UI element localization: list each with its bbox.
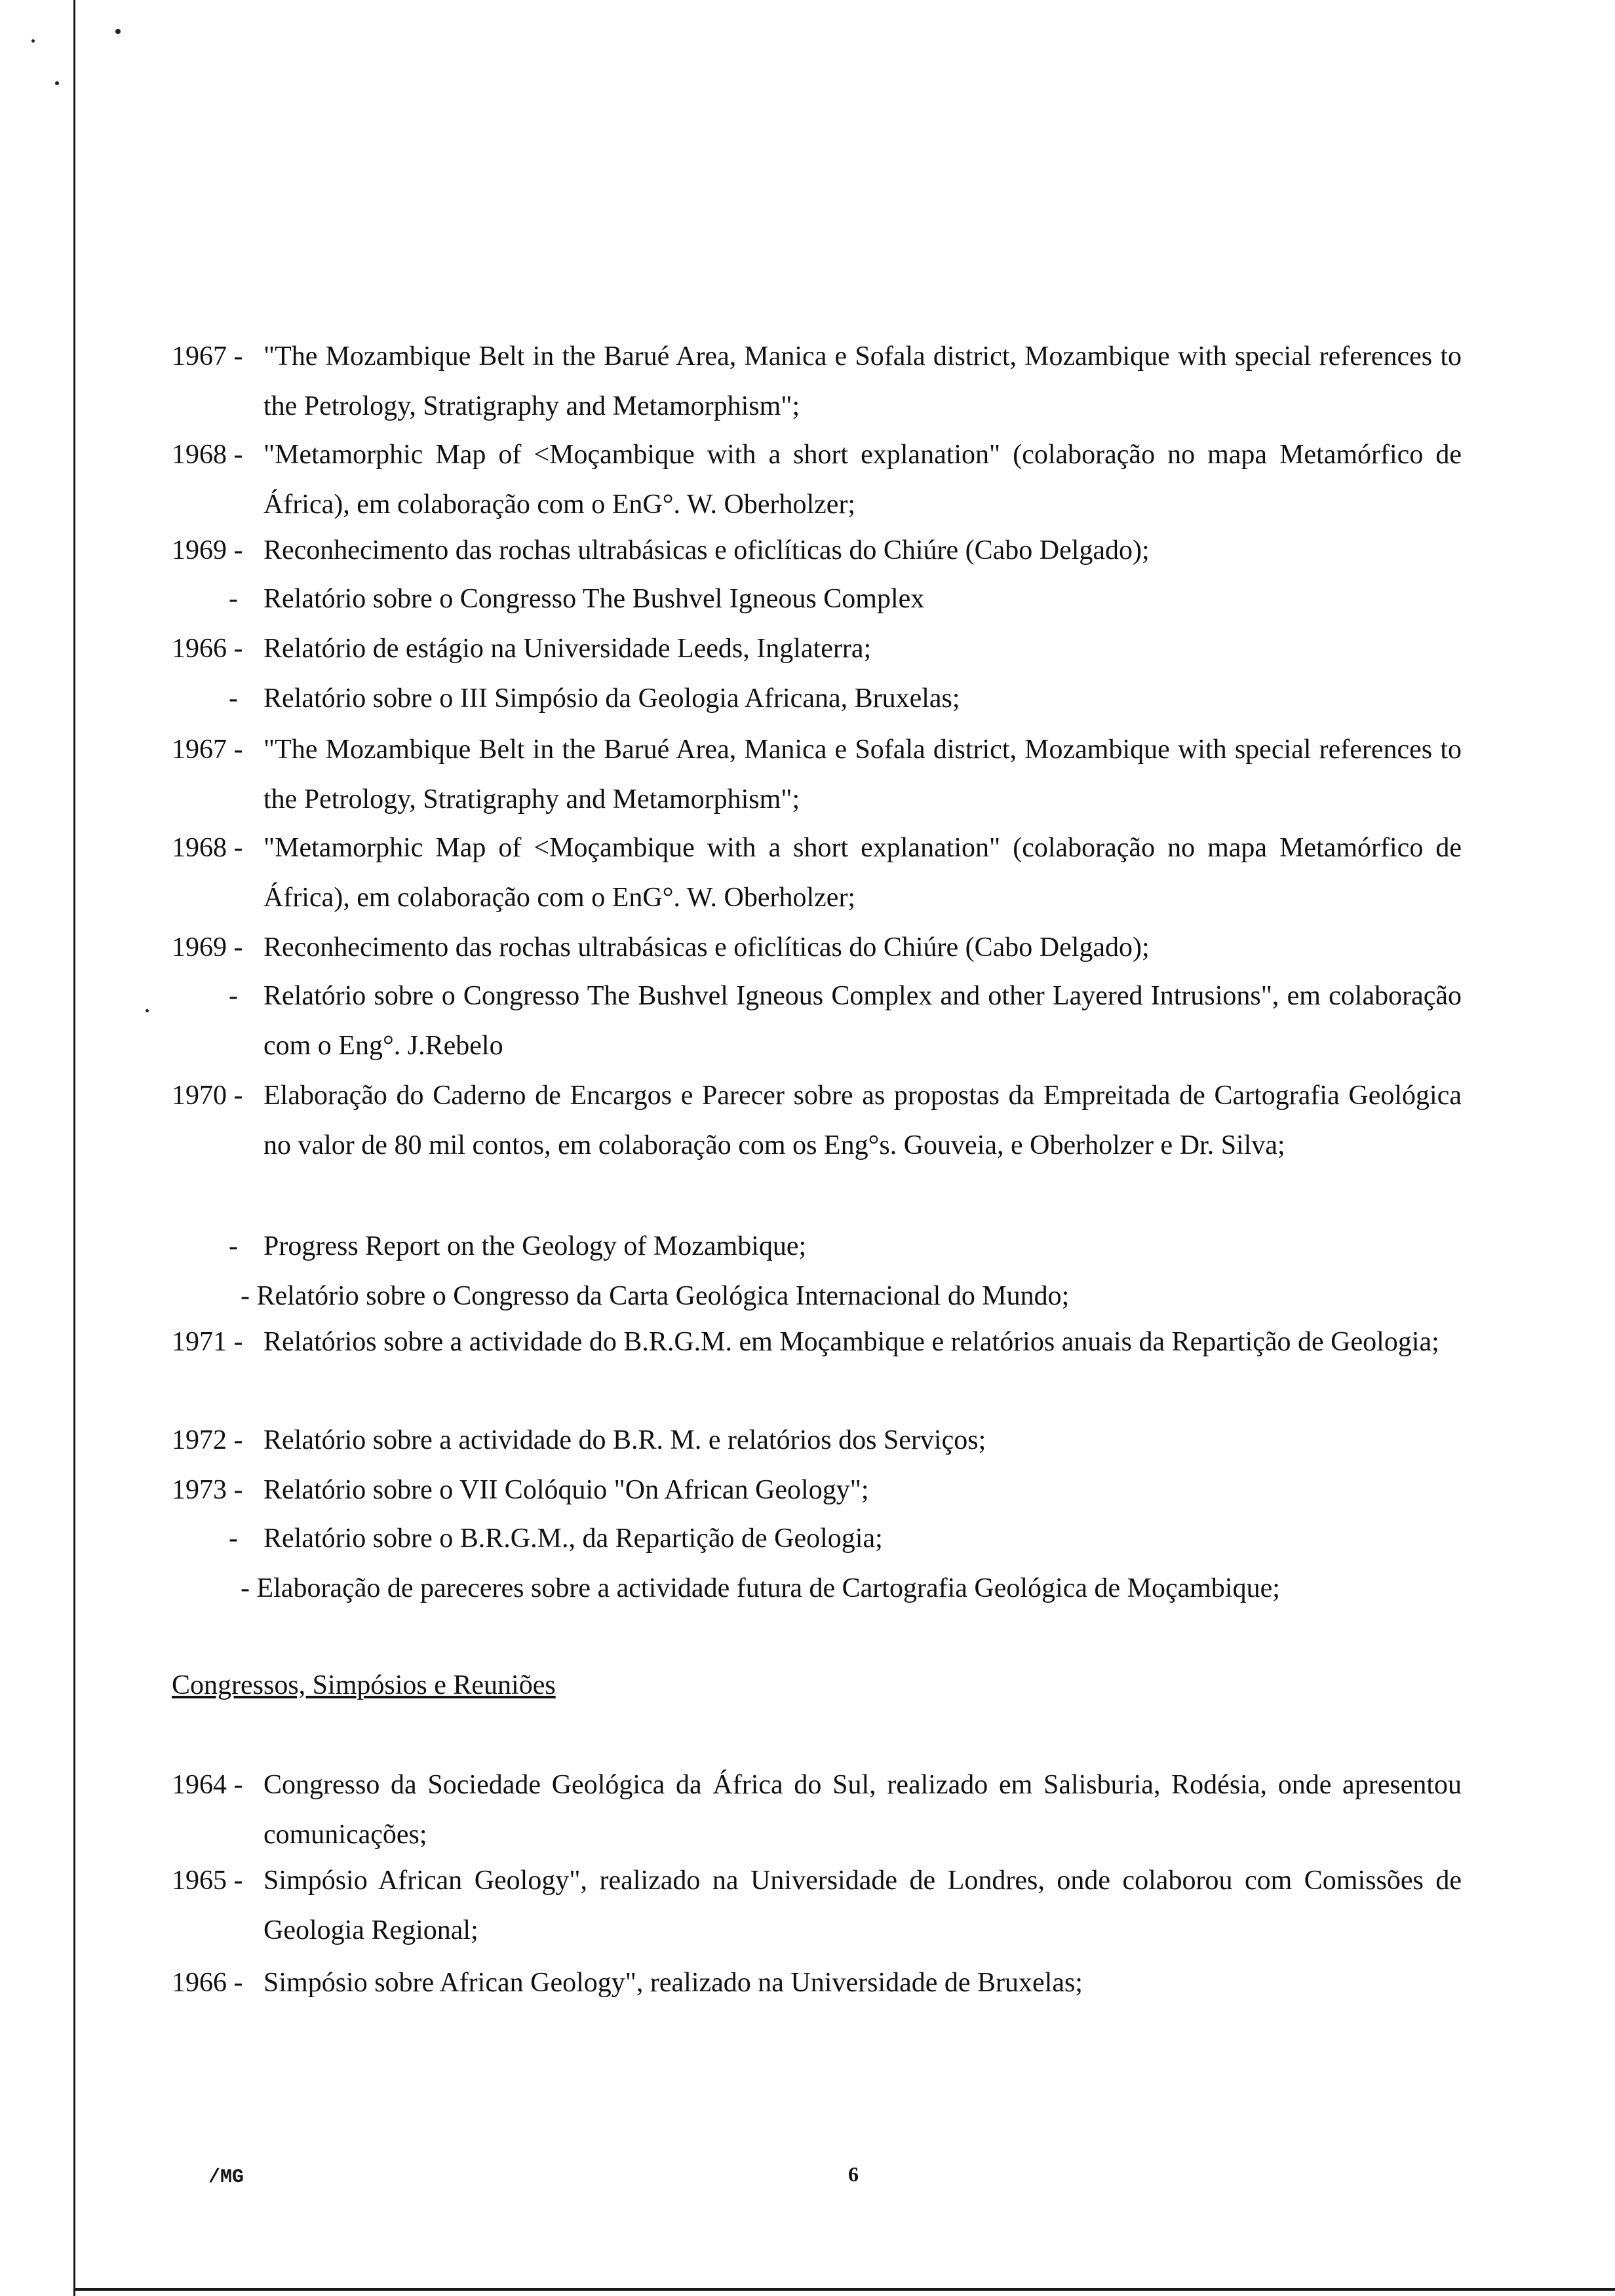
scan-speck [55, 81, 59, 85]
entry-year: 1967 - [172, 735, 243, 765]
report-entry [172, 1465, 1462, 1515]
entry-year: 1964 - [172, 1770, 243, 1800]
entry-text: Relatório sobre o Congresso The Bushvel Igneous Complex and other Layered Intrusions", em colaboração com o Eng°. J.Rebelo [263, 981, 1462, 1061]
entry-text: Congresso da Sociedade Geológica da África do Sul, realizado em Salisburia, Rodésia, onde apresentou comunicações; [263, 1770, 1462, 1850]
entry-text: "The Mozambique Belt in the Barué Area, Manica e Sofala district, Mozambique with special references to the Petrology, Stratigraphy and Metamorphism"; [263, 341, 1462, 421]
entry-year: 1965 - [172, 1866, 243, 1896]
report-entry [172, 332, 1462, 431]
entry-text: Simpósio African Geology", realizado na Universidade de Londres, onde colaborou com Comissões de Geologia Regional; [263, 1866, 1462, 1945]
entry-text: Relatório sobre o III Simpósio da Geologia Africana, Bruxelas; [263, 683, 960, 714]
entry-dash: - [229, 981, 238, 1011]
entry-year: 1967 - [172, 341, 243, 372]
entry-text: - Relatório sobre o Congresso da Carta Geológica Internacional do Mundo; [241, 1281, 1070, 1311]
entry-year: 1968 - [172, 440, 243, 470]
entry-text: Elaboração do Caderno de Encargos e Parecer sobre as propostas da Empreitada de Cartografia Geológica no valor de 80 mil contos, em colaboração com os Eng°s. Gouveia, e Oberholzer e Dr. Silva; [263, 1081, 1462, 1160]
section-heading: Congressos, Simpósios e Reuniões [172, 1670, 556, 1700]
congress-entry [172, 1958, 1462, 2008]
report-entry [172, 923, 1462, 972]
report-entry [172, 1415, 1462, 1465]
report-entry [172, 1221, 1462, 1271]
report-entry [172, 725, 1462, 824]
report-entry [172, 1317, 1462, 1367]
entry-year: 1969 - [172, 932, 243, 963]
report-entry [172, 1514, 1462, 1563]
entry-dash: - [229, 1523, 238, 1554]
entry-text: - Elaboração de pareceres sobre a actividade futura de Cartografia Geológica de Moçambique; [241, 1573, 1280, 1603]
report-entry [172, 1071, 1462, 1170]
report-entry [172, 823, 1462, 923]
entry-text: Relatório sobre o B.R.G.M., da Repartição de Geologia; [263, 1523, 883, 1554]
entry-year: 1969 - [172, 535, 243, 565]
entry-year: 1968 - [172, 833, 243, 863]
entry-text: Relatório sobre a actividade do B.R. M. e relatórios dos Serviços; [263, 1425, 986, 1455]
entry-text: Reconhecimento das rochas ultrabásicas e oficlíticas do Chiúre (Cabo Delgado); [263, 535, 1150, 565]
report-entry [172, 526, 1462, 575]
report-entry [172, 574, 1462, 624]
footer-initials: /MG [208, 2166, 244, 2189]
report-entry [172, 1271, 1462, 1321]
scan-left-border [73, 0, 75, 2296]
entry-text: "Metamorphic Map of <Moçambique with a short explanation" (colaboração no mapa Metamórfico de África), em colaboração com o EnG°. W. Oberholzer; [263, 440, 1462, 520]
report-entry [172, 1563, 1462, 1613]
entry-year: 1970 - [172, 1081, 243, 1111]
entry-text: Simpósio sobre African Geology", realizado na Universidade de Bruxelas; [263, 1968, 1083, 1998]
entry-text: Reconhecimento das rochas ultrabásicas e oficlíticas do Chiúre (Cabo Delgado); [263, 932, 1150, 963]
scan-speck [146, 1009, 149, 1012]
entry-text: Relatório de estágio na Universidade Leeds, Inglaterra; [263, 634, 872, 664]
entry-text: "The Mozambique Belt in the Barué Area, Manica e Sofala district, Mozambique with special references to the Petrology, Stratigraphy and Metamorphism"; [263, 735, 1462, 814]
congress-entry [172, 1856, 1462, 1955]
report-entry [172, 624, 1462, 674]
scan-bottom-border [73, 2288, 1615, 2291]
report-entry [172, 971, 1462, 1071]
report-entry [172, 430, 1462, 529]
entry-text: "Metamorphic Map of <Moçambique with a short explanation" (colaboração no mapa Metamórfico de África), em colaboração com o EnG°. W. Oberholzer; [263, 833, 1462, 913]
entry-dash: - [229, 584, 238, 614]
entry-year: 1972 - [172, 1425, 243, 1455]
entry-dash: - [229, 1231, 238, 1261]
entry-text: Relatórios sobre a actividade do B.R.G.M. em Moçambique e relatórios anuais da Repartição de Geologia; [263, 1327, 1439, 1357]
entry-text: Relatório sobre o VII Colóquio "On African Geology"; [263, 1475, 869, 1505]
entry-year: 1971 - [172, 1327, 243, 1357]
page-number: 6 [848, 2162, 859, 2186]
report-entry [172, 674, 1462, 723]
scan-speck [31, 39, 35, 43]
entry-text: Relatório sobre o Congresso The Bushvel Igneous Complex [263, 584, 925, 614]
scan-speck [115, 29, 121, 34]
entry-year: 1966 - [172, 1968, 243, 1998]
congress-entry [172, 1760, 1462, 1860]
entry-year: 1966 - [172, 634, 243, 664]
entry-dash: - [229, 683, 238, 714]
entry-text: Progress Report on the Geology of Mozambique; [263, 1231, 807, 1261]
entry-year: 1973 - [172, 1475, 243, 1505]
